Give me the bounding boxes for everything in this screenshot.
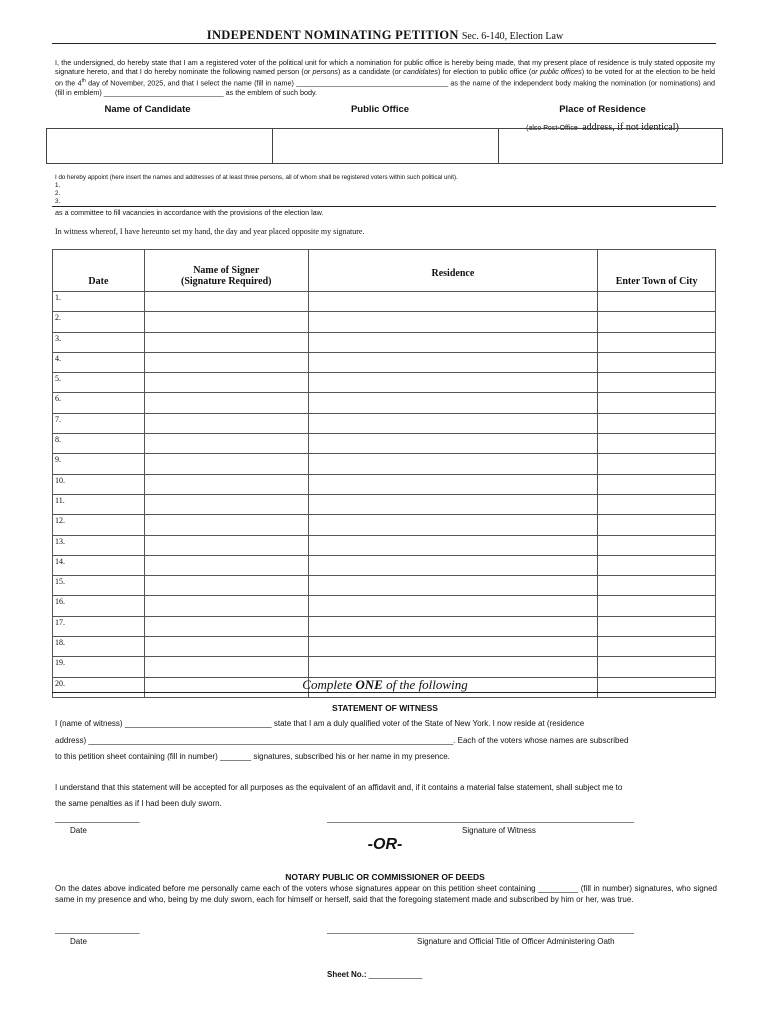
- complete-one-heading: [0, 677, 770, 693]
- signer-name-cell[interactable]: [144, 332, 308, 352]
- row-number: 16.: [55, 597, 65, 607]
- signer-row: [53, 434, 716, 454]
- public-office-field[interactable]: [272, 128, 499, 164]
- signer-town-cell[interactable]: [598, 352, 716, 372]
- signer-table-header: [53, 250, 716, 292]
- town-header-label: Enter Town of City: [615, 276, 698, 287]
- signer-residence-cell[interactable]: [308, 657, 598, 677]
- signer-row: [53, 555, 716, 575]
- signer-date-cell[interactable]: [53, 515, 145, 535]
- signer-residence-cell[interactable]: [308, 596, 598, 616]
- signer-town-cell[interactable]: [598, 413, 716, 433]
- row-number: 17.: [55, 617, 65, 627]
- intro-text-5: day of November, 2025, and that I select the name (fill in name) ______________________________________ as the name of the independent body making the nomination (or nominations) and (fill in emblem) ______________________________ as the emblem of such body.: [55, 78, 715, 97]
- signer-residence-cell[interactable]: [308, 312, 598, 332]
- signer-residence-cell[interactable]: [308, 434, 598, 454]
- signer-residence-cell[interactable]: [308, 292, 598, 312]
- signer-date-cell[interactable]: [53, 637, 145, 657]
- date-column-header: [53, 250, 145, 292]
- signer-town-cell[interactable]: [598, 616, 716, 636]
- intro-text-3: ) for election to public office (: [438, 67, 532, 77]
- residence-note-b: address, if not identical): [582, 122, 679, 133]
- notary-signature-blank[interactable]: _____________________________________________________________________: [327, 925, 634, 934]
- committee-vacancies: as a committee to fill vacancies in accordance with the provisions of the election law.: [55, 208, 324, 217]
- signer-date-cell[interactable]: [53, 292, 145, 312]
- signer-name-cell[interactable]: [144, 657, 308, 677]
- intro-text-4: ) to be voted for at the election to be held on the 4: [55, 67, 715, 88]
- intro-text-2: ) as a candidate (: [338, 67, 395, 77]
- sheet-number: [327, 970, 422, 979]
- signer-row: [53, 657, 716, 677]
- signer-row: [53, 494, 716, 514]
- row-number: 15.: [55, 577, 65, 587]
- signer-name-cell[interactable]: [144, 576, 308, 596]
- signer-table: [52, 249, 716, 698]
- signer-date-cell[interactable]: [53, 332, 145, 352]
- signer-town-cell[interactable]: [598, 474, 716, 494]
- signer-name-cell[interactable]: [144, 454, 308, 474]
- candidate-name-header: Name of Candidate: [104, 104, 191, 115]
- row-number: 12.: [55, 516, 65, 526]
- signer-date-cell[interactable]: [53, 474, 145, 494]
- signer-row: [53, 576, 716, 596]
- signer-town-cell[interactable]: [598, 657, 716, 677]
- row-number: 1.: [55, 293, 61, 302]
- committee-1: 1.: [55, 182, 61, 189]
- signer-name-cell[interactable]: [144, 494, 308, 514]
- signer-date-cell[interactable]: [53, 454, 145, 474]
- signer-residence-cell[interactable]: [308, 555, 598, 575]
- intro-italic-2: or candidates: [394, 67, 439, 77]
- signer-name-cell[interactable]: [144, 515, 308, 535]
- candidate-name-field[interactable]: [46, 128, 273, 164]
- statement-line-4: I understand that this statement will be accepted for all purposes as the equivalent of an affidavit and, if it contains a material false statement, shall subject me to: [55, 783, 623, 792]
- signer-row: [53, 637, 716, 657]
- complete-a: Complete: [302, 677, 356, 692]
- signer-date-cell[interactable]: [53, 312, 145, 332]
- signer-town-cell[interactable]: [598, 576, 716, 596]
- signer-date-cell[interactable]: [53, 393, 145, 413]
- signer-date-cell[interactable]: [53, 616, 145, 636]
- complete-b: ONE: [355, 677, 383, 692]
- notary-date-blank[interactable]: ___________________: [55, 925, 140, 934]
- signer-header-1: Name of Signer: [193, 265, 260, 276]
- signer-town-cell[interactable]: [598, 292, 716, 312]
- signer-town-cell[interactable]: [598, 393, 716, 413]
- signer-date-cell[interactable]: [53, 657, 145, 677]
- signer-residence-cell[interactable]: [308, 352, 598, 372]
- date-header-label: Date: [88, 276, 109, 287]
- row-number: 8.: [55, 435, 61, 445]
- page-title: [0, 28, 770, 43]
- title-divider: [52, 43, 716, 44]
- signer-row: [53, 474, 716, 494]
- signer-date-cell[interactable]: [53, 413, 145, 433]
- signer-name-cell[interactable]: [144, 373, 308, 393]
- row-number: 14.: [55, 556, 65, 566]
- witness-signature-label: Signature of Witness: [462, 826, 536, 835]
- row-number: 7.: [55, 414, 61, 424]
- signer-residence-cell[interactable]: [308, 576, 598, 596]
- statement-line-3: to this petition sheet containing (fill in number) _______ signatures, subscribed his or her name in my presence.: [55, 752, 450, 761]
- signer-column-header: [144, 250, 308, 292]
- sheet-number-blank[interactable]: ____________: [368, 970, 423, 979]
- complete-divider: [52, 692, 716, 693]
- row-number: 2.: [55, 313, 61, 323]
- residence-header-label: Residence: [431, 268, 475, 279]
- signer-name-cell[interactable]: [144, 535, 308, 555]
- signer-residence-cell[interactable]: [308, 454, 598, 474]
- row-number: 13.: [55, 536, 65, 546]
- row-number: 11.: [55, 495, 65, 505]
- sheet-number-label: Sheet No.:: [327, 970, 367, 979]
- place-of-residence-field[interactable]: [498, 128, 723, 164]
- notary-text: On the dates above indicated before me personally came each of the voters whose signatures appear on this petition sheet containing _________ (fill in number) signatures, who signed same in my presence and who, being by me duly sworn, each for himself or herself, said that the foregoing statement made and subscribed by him or her, was true.: [55, 884, 717, 904]
- signer-row: [53, 515, 716, 535]
- committee-2: 2.: [55, 190, 61, 197]
- committee-appoint: I do hereby appoint (here insert the names and addresses of at least three persons, all of whom shall be registered voters within such political unit).: [55, 174, 458, 181]
- signer-row: [53, 393, 716, 413]
- witness-date-blank[interactable]: ___________________: [55, 814, 140, 823]
- notary-date-label: Date: [70, 937, 87, 946]
- signer-date-cell[interactable]: [53, 352, 145, 372]
- committee-3: 3.: [55, 198, 61, 205]
- signer-date-cell[interactable]: [53, 555, 145, 575]
- intro-paragraph: [55, 58, 715, 97]
- signer-row: [53, 373, 716, 393]
- signer-residence-cell[interactable]: [308, 637, 598, 657]
- signer-name-cell[interactable]: [144, 637, 308, 657]
- signer-date-cell[interactable]: [53, 596, 145, 616]
- notary-signature-label: Signature and Official Title of Officer Administering Oath: [417, 937, 615, 946]
- witness-signature-blank[interactable]: _____________________________________________________________________: [327, 814, 634, 823]
- signer-residence-cell[interactable]: [308, 535, 598, 555]
- signer-name-cell[interactable]: [144, 555, 308, 575]
- witness-date-label: Date: [70, 826, 87, 835]
- signer-row: [53, 292, 716, 312]
- row-number: 10.: [55, 475, 65, 485]
- signer-residence-cell[interactable]: [308, 332, 598, 352]
- signer-date-cell[interactable]: [53, 434, 145, 454]
- signer-name-cell[interactable]: [144, 352, 308, 372]
- signer-date-cell[interactable]: [53, 535, 145, 555]
- signer-town-cell[interactable]: [598, 555, 716, 575]
- row-number: 9.: [55, 455, 61, 465]
- signer-date-cell[interactable]: [53, 576, 145, 596]
- committee-divider: [52, 206, 716, 207]
- signer-residence-cell[interactable]: [308, 515, 598, 535]
- signer-residence-cell[interactable]: [308, 616, 598, 636]
- signer-row: [53, 616, 716, 636]
- signer-name-cell[interactable]: [144, 434, 308, 454]
- residence-column-header: [308, 250, 598, 292]
- signer-row: [53, 596, 716, 616]
- signer-name-cell[interactable]: [144, 292, 308, 312]
- statement-heading: STATEMENT OF WITNESS: [332, 703, 438, 713]
- public-office-header: Public Office: [350, 104, 410, 115]
- or-divider-text: -OR-: [367, 836, 403, 853]
- row-number: 5.: [55, 374, 61, 384]
- statement-line-5: the same penalties as if I had been duly sworn.: [55, 799, 222, 808]
- signer-name-cell[interactable]: [144, 616, 308, 636]
- signer-row: [53, 454, 716, 474]
- signer-name-cell[interactable]: [144, 312, 308, 332]
- signer-date-cell[interactable]: [53, 373, 145, 393]
- witness-whereof: In witness whereof, I have hereunto set my hand, the day and year placed opposite my signature.: [55, 227, 365, 236]
- intro-sup: th: [81, 77, 86, 84]
- signer-residence-cell[interactable]: [308, 393, 598, 413]
- signer-town-cell[interactable]: [598, 312, 716, 332]
- statement-line-1: I (name of witness) _________________________________ state that I am a duly qualified voter of the State of New York. I now reside at (residence: [55, 719, 585, 728]
- notary-heading: NOTARY PUBLIC OR COMMISSIONER OF DEEDS: [285, 872, 485, 882]
- row-number: 3.: [55, 333, 61, 343]
- signer-town-cell[interactable]: [598, 535, 716, 555]
- signer-residence-cell[interactable]: [308, 413, 598, 433]
- complete-c: of the following: [382, 677, 468, 692]
- signer-residence-cell[interactable]: [308, 373, 598, 393]
- signer-town-cell[interactable]: [598, 434, 716, 454]
- signer-row: [53, 413, 716, 433]
- signer-town-cell[interactable]: [598, 494, 716, 514]
- signer-row: [53, 535, 716, 555]
- statement-line-2: address) __________________________________________________________________________________. Each of the voters whose names are subscribed: [55, 736, 629, 745]
- signer-town-cell[interactable]: [598, 332, 716, 352]
- signer-header-2: (Signature Required): [181, 276, 272, 287]
- intro-text-1: I, the undersigned, do hereby state that I am a registered voter of the political unit for which a nomination for public office is hereby being made, that my present place of residence is truly stated opposite my signature hereto, and that I do hereby nominate the following named person (: [55, 58, 715, 77]
- signer-row: [53, 312, 716, 332]
- residence-header: Place of Residence: [559, 104, 646, 115]
- signer-row: [53, 332, 716, 352]
- signer-name-cell[interactable]: [144, 596, 308, 616]
- signer-town-cell[interactable]: [598, 515, 716, 535]
- row-number: 20.: [55, 678, 65, 688]
- row-number: 4.: [55, 353, 61, 363]
- signer-residence-cell[interactable]: [308, 474, 598, 494]
- signer-residence-cell[interactable]: [308, 494, 598, 514]
- signer-town-cell[interactable]: [598, 596, 716, 616]
- signer-name-cell[interactable]: [144, 413, 308, 433]
- signer-town-cell[interactable]: [598, 454, 716, 474]
- intro-italic-3: or public offices: [531, 67, 582, 77]
- signer-name-cell[interactable]: [144, 474, 308, 494]
- signer-town-cell[interactable]: [598, 373, 716, 393]
- signer-town-cell[interactable]: [598, 637, 716, 657]
- town-column-header: [598, 250, 716, 292]
- row-number: 18.: [55, 638, 65, 648]
- residence-note-a: (also Post-Office: [526, 125, 578, 132]
- intro-italic-1: or persons: [303, 67, 339, 77]
- row-number: 19.: [55, 658, 65, 668]
- signer-row: [53, 352, 716, 372]
- title-sub: Sec. 6-140, Election Law: [461, 31, 564, 42]
- signer-date-cell[interactable]: [53, 494, 145, 514]
- signer-name-cell[interactable]: [144, 393, 308, 413]
- row-number: 6.: [55, 394, 61, 404]
- title-main: INDEPENDENT NOMINATING PETITION: [206, 28, 459, 42]
